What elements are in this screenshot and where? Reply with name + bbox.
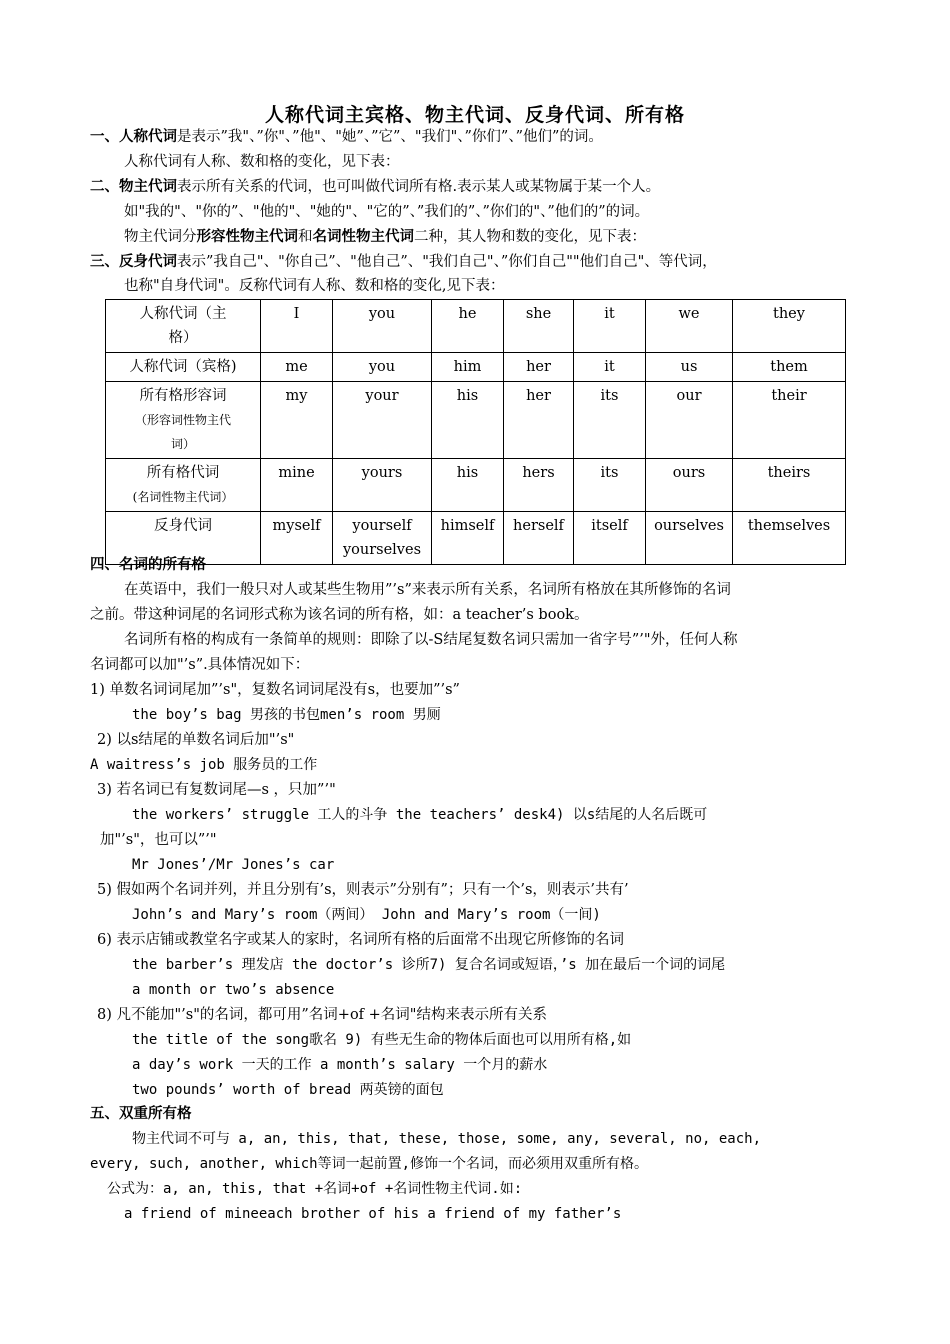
table-cell	[333, 512, 432, 565]
row-header-text: 人称代词（主	[139, 306, 227, 322]
cell-text: yourselves	[342, 542, 422, 558]
example-line: John’s and Mary’s room（两间） John and Mary’s room（一间)	[132, 907, 601, 923]
row-header	[106, 382, 261, 459]
example-line: Mr Jones’/Mr Jones’s car	[132, 857, 335, 873]
section-5-heading	[90, 1104, 192, 1124]
section-2-head: 物主代词	[119, 178, 177, 195]
example-line: A waitress’s job 服务员的工作	[90, 757, 318, 773]
row-header-text: 词）	[170, 437, 195, 451]
section-3-line2: 也称"自身代词"。反称代词有人称、数和格的变化,见下表：	[124, 278, 505, 294]
table-row	[106, 300, 846, 353]
example-line: the barber’s 理发店 the doctor’s 诊所7) 复合名词或短语，’s 加在最后一个词的词尾	[132, 957, 726, 973]
paragraph-line: 物主代词不可与 a, an, this, that, these, those, some, any, several, no, each,	[132, 1131, 762, 1147]
table-cell: her	[504, 353, 574, 382]
paragraph-line: every, such, another, which等词一起前置,修饰一个名词，而必须用双重所有格。	[90, 1156, 649, 1172]
text-c: 和	[298, 229, 313, 245]
table-cell: my	[261, 382, 333, 459]
section-2-text: 表示所有关系的代词，也可叫做代词所有格.表示某人或某物属于某一个人。	[177, 179, 661, 195]
cell-text: yourself	[352, 518, 412, 534]
section-4-heading	[90, 555, 206, 575]
row-header	[106, 300, 261, 353]
paragraph-line: 名词都可以加"’s”.具体情况如下：	[90, 657, 310, 673]
table-cell: our	[646, 382, 733, 459]
table-cell: its	[574, 459, 646, 512]
term-nominal-possessive: 名词性物主代词	[312, 228, 414, 245]
paragraph-line: 之前。带这种词尾的名词形式称为该名词的所有格，如：a teacher’s book。	[90, 607, 589, 623]
table-cell: myself	[261, 512, 333, 565]
example-line: a month or two’s absence	[132, 982, 335, 998]
table-cell: I	[261, 300, 333, 353]
page-title: 人称代词主宾格、物主代词、反身代词、所有格	[264, 104, 685, 126]
section-5-head: 五、双重所有格	[90, 1105, 192, 1122]
table-cell: you	[333, 300, 432, 353]
table-cell: theirs	[733, 459, 846, 512]
table-cell: it	[574, 353, 646, 382]
paragraph-line: 名词所有格的构成有一条简单的规则：即除了以-S结尾复数名词只需加一省字号”’"外，任何人称	[124, 632, 738, 648]
paragraph-line: 公式为：a, an, this, that +名词+of +名词性物主代词.如:	[107, 1181, 523, 1197]
table-cell: his	[432, 459, 504, 512]
table-cell: your	[333, 382, 432, 459]
table-cell: herself	[504, 512, 574, 565]
text-a: 物主代词分	[124, 229, 197, 245]
example-line: the workers’ struggle 工人的斗争 the teachers’ desk4) 以s结尾的人名后既可	[132, 807, 708, 823]
row-header-text: 所有格形容词	[139, 388, 227, 404]
table-cell: yours	[333, 459, 432, 512]
table-cell: us	[646, 353, 733, 382]
section-1-num: 一、	[90, 128, 119, 145]
table-row	[106, 353, 846, 382]
table-cell: mine	[261, 459, 333, 512]
table-row	[106, 382, 846, 459]
section-3-num: 三、	[90, 253, 119, 270]
section-2-line3	[124, 227, 646, 247]
table-cell: you	[333, 353, 432, 382]
rule-2: 2) 以s结尾的单数名词后加"’s"	[97, 732, 295, 748]
table-cell: her	[504, 382, 574, 459]
table-cell: it	[574, 300, 646, 353]
table-cell: she	[504, 300, 574, 353]
row-header: 人称代词（宾格)	[106, 353, 261, 382]
section-1-line2: 人称代词有人称、数和格的变化，见下表：	[124, 154, 400, 170]
table-cell: ourselves	[646, 512, 733, 565]
row-header-text: 所有格代词	[146, 465, 220, 481]
section-3-line	[90, 252, 717, 272]
row-header: 反身代词	[106, 512, 261, 565]
pronoun-table	[105, 299, 846, 565]
row-header-text: （形容词性物主代	[134, 413, 231, 427]
section-2-num: 二、	[90, 178, 119, 195]
table-cell: them	[733, 353, 846, 382]
section-3-head: 反身代词	[119, 253, 177, 270]
table-cell: himself	[432, 512, 504, 565]
section-4-head: 四、名词的所有格	[90, 556, 206, 573]
table-cell: his	[432, 382, 504, 459]
rule-5: 5) 假如两个名词并列，并且分别有’s，则表示”分别有”；只有一个’s，则表示’共有’	[97, 882, 629, 898]
example-line: two pounds’ worth of bread 两英镑的面包	[132, 1082, 444, 1098]
rule-8: 8) 凡不能加"’s"的名词，都可用”名词+of +名词"结构来表示所有关系	[97, 1007, 547, 1023]
table-cell: hers	[504, 459, 574, 512]
example-line: the boy’s bag 男孩的书包men’s room 男厕	[132, 707, 441, 723]
table-cell: its	[574, 382, 646, 459]
rule-3: 3) 若名词已有复数词尾—s ，只加”’"	[97, 782, 336, 798]
example-line: a day’s work 一天的工作 a month’s salary 一个月的薪水	[132, 1057, 548, 1073]
table-row	[106, 512, 846, 565]
example-line: a friend of mineeach brother of his a friend of my father’s	[124, 1206, 622, 1222]
term-adjective-possessive: 形容性物主代词	[196, 228, 298, 245]
table-cell: ours	[646, 459, 733, 512]
section-1-text: 是表示”我"、”你"、”他"、"她”、”它”、"我们"、”你们”、”他们”的词。	[177, 129, 603, 145]
section-2-line2: 如"我的"、"你的”、"他的"、"她的"、"它的”、”我们的”、”你们的"、”他们的”的词。	[124, 204, 650, 220]
row-header	[106, 459, 261, 512]
section-1-line	[90, 127, 603, 147]
section-2-line	[90, 177, 660, 197]
row-header-text: 格）	[168, 330, 198, 346]
table-cell: we	[646, 300, 733, 353]
paragraph-line: 在英语中，我们一般只对人或某些生物用”’s”来表示所有关系，名词所有格放在其所修饰的名词	[124, 582, 731, 598]
table-cell: he	[432, 300, 504, 353]
rule-6: 6) 表示店铺或教堂名字或某人的家时，名词所有格的后面常不出现它所修饰的名词	[97, 932, 624, 948]
example-line: the title of the song歌名 9) 有些无生命的物体后面也可以用所有格,如	[132, 1032, 632, 1048]
table-cell: their	[733, 382, 846, 459]
table-row	[106, 459, 846, 512]
section-1-head: 人称代词	[119, 128, 177, 145]
section-3-text: 表示”我自己"、"你自己”、"他自己”、"我们自己"、”你们自己""他们自己"、等代词，	[177, 254, 717, 270]
table-cell: him	[432, 353, 504, 382]
rule-4: 加"’s"，也可以”’"	[100, 832, 217, 848]
table-cell: they	[733, 300, 846, 353]
table-cell: me	[261, 353, 333, 382]
table-cell: themselves	[733, 512, 846, 565]
table-cell: itself	[574, 512, 646, 565]
rule-1: 1) 单数名词词尾加”’s"，复数名词词尾没有s，也要加”’s”	[90, 682, 460, 698]
text-e: 二种，其人物和数的变化，见下表：	[414, 229, 646, 245]
row-header-text: (名词性物主代词）	[132, 490, 234, 504]
